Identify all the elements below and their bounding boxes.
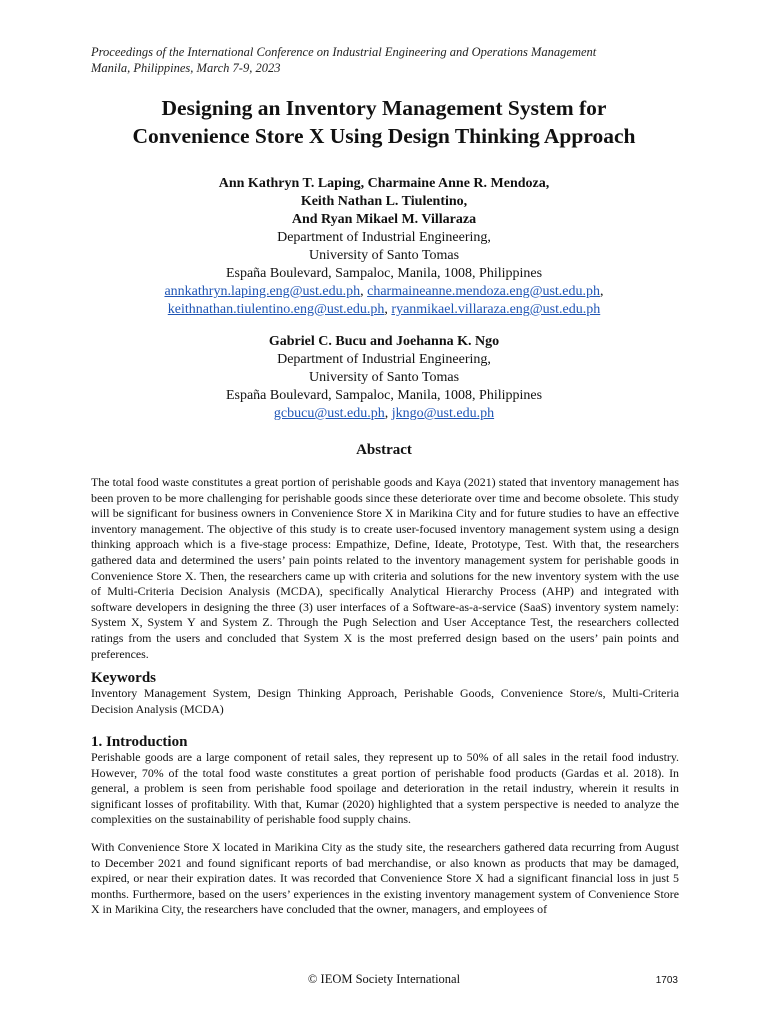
page-number: 1703 [655, 975, 678, 986]
department: Department of Industrial Engineering, [277, 230, 491, 245]
email-line-2 [84, 301, 684, 319]
header-conference: Proceedings of the International Conference on Industrial Engineering and Operations Management [91, 45, 597, 59]
address: España Boulevard, Sampaloc, Manila, 1008, Philippines [225, 388, 543, 403]
email-line [84, 405, 684, 423]
introduction-heading: 1. Introduction [91, 734, 188, 750]
email-separator: , [384, 406, 392, 421]
abstract-heading: Abstract [356, 442, 412, 458]
author-names-line-2: Keith Nathan L. Tiulentino, [300, 194, 468, 209]
email-line-1 [84, 283, 684, 301]
address: España Boulevard, Sampaloc, Manila, 1008, Philippines [225, 266, 543, 281]
title-line-2: Convenience Store X Using Design Thinking Approach [132, 124, 636, 148]
email-link-villaraza[interactable]: ryanmikael.villaraza.eng@ust.edu.ph [391, 302, 601, 317]
author-block-1 [84, 175, 684, 319]
keywords-heading: Keywords [91, 670, 156, 686]
introduction-paragraph-2: With Convenience Store X located in Marikina City as the study site, the researchers gathered data recurring from August to December 2021 and found significant reports of bad merchandise, or also known as products that may be damaged, expired, or near their expiration dates. It was recorded that Convenience Store X had a significant financial loss in just 5 months. Furthermore, based on the users’ experiences in the existing inventory management system of Convenience Store X in Marikina City, the researchers have concluded that the owner, managers, and employees of [91, 840, 679, 917]
email-link-bucu[interactable]: gcbucu@ust.edu.ph [273, 406, 385, 421]
footer-copyright: © IEOM Society International [307, 972, 461, 986]
email-trailing-comma: , [600, 284, 604, 299]
author-names-line-3: And Ryan Mikael M. Villaraza [291, 212, 477, 227]
email-link-ngo[interactable]: jkngo@ust.edu.ph [391, 406, 495, 421]
author-names-line-1: Ann Kathryn T. Laping, Charmaine Anne R. Mendoza, [218, 176, 550, 191]
email-link-tiulentino[interactable]: keithnathan.tiulentino.eng@ust.edu.ph [167, 302, 385, 317]
author-block-2 [84, 333, 684, 423]
email-separator: , [384, 302, 392, 317]
email-link-laping[interactable]: annkathryn.laping.eng@ust.edu.ph [164, 284, 361, 299]
author-names: Gabriel C. Bucu and Joehanna K. Ngo [268, 334, 500, 349]
keywords-body: Inventory Management System, Design Thinking Approach, Perishable Goods, Convenience Store/s, Multi-Criteria Decision Analysis (MCDA) [91, 686, 679, 716]
header-location-date: Manila, Philippines, March 7-9, 2023 [91, 61, 281, 75]
department: Department of Industrial Engineering, [277, 352, 491, 367]
email-link-mendoza[interactable]: charmaineanne.mendoza.eng@ust.edu.ph [367, 284, 601, 299]
introduction-paragraph-1: Perishable goods are a large component of retail sales, they represent up to 50% of all sales in the retail food industry. However, 70% of the total food waste constitutes a great portion of perishable food products (Gardas et al. 2018). In general, a problem is seen from perishable food spoilage and deterioration in the retail industry, wherein it results in significant losses of profitability. With that, Kumar (2020) highlighted that a system perspective is needed to analyze the complexities on the sustainability of perishable food supply chains. [91, 750, 679, 827]
running-header [91, 44, 691, 76]
university: University of Santo Tomas [308, 370, 460, 385]
email-separator: , [360, 284, 368, 299]
title-line-1: Designing an Inventory Management System for [161, 96, 607, 120]
paper-title [60, 94, 708, 150]
abstract-body: The total food waste constitutes a great portion of perishable goods and Kaya (2021) stated that inventory management has been proven to be more challenging for perishable goods since these deteriorate over time and become obsolete. This study will be significant for business owners in Convenience Store X in Marikina City and for future studies to have an effective inventory management. The objective of this study is to create user-focused inventory management system using a design thinking approach which is a five-stage process: Empathize, Define, Ideate, Prototype, Test. With that, the researchers gathered data and determined the users’ pain points related to the inventory management system for perishable goods in Convenience Store X. Then, the researchers came up with criteria and solutions for the new inventory system with the use of Multi-Criteria Decision Analysis (MCDA), specifically Analytical Hierarchy Process (AHP) and integrated with software developers in designing the three (3) user interfaces of a Software-as-a-service (SaaS) inventory system namely: System X, System Y and System Z. Through the Pugh Selection and User Acceptance Test, the researchers collected ratings from the users and concluded that System X is the most preferred design based on the users’ pain points and preferences. [91, 475, 679, 661]
university: University of Santo Tomas [308, 248, 460, 263]
